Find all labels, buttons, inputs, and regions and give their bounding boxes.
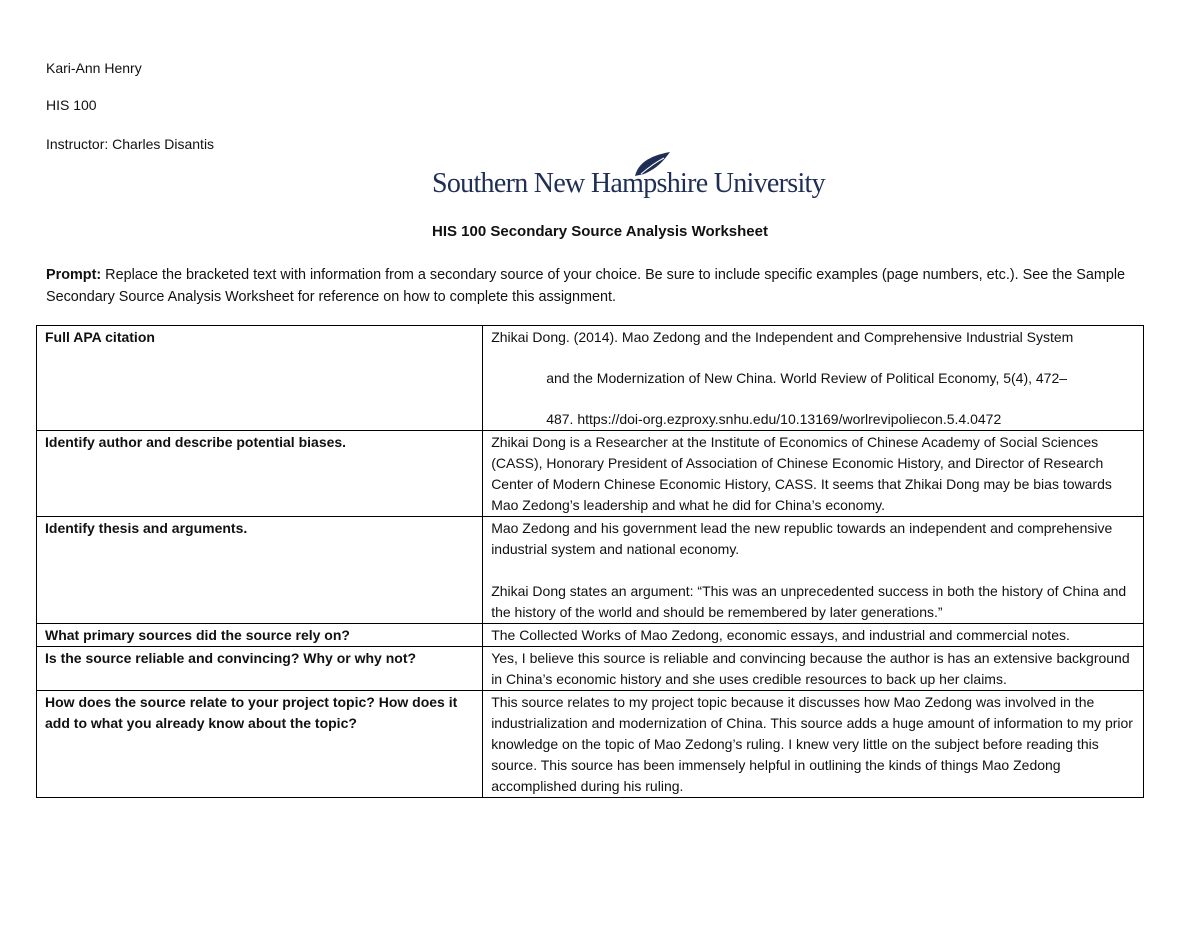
prompt-text: Replace the bracketed text with information from a secondary source of your choice. Be sure to include specific examples (page numbers, etc.). See the Sample Secondary Source Analysis Worksheet for reference on how to complete this assignment. [46,267,1126,305]
row-label: What primary sources did the source rely on? [37,624,483,647]
table-row [37,647,1144,691]
instructor-name: Instructor: Charles Disantis [46,136,215,152]
course-code: HIS 100 [46,97,97,113]
prompt-paragraph [46,264,1156,308]
row-value: Zhikai Dong is a Researcher at the Institute of Economics of Chinese Academy of Social Sciences (CASS), Honorary President of Association of Chinese Economic History, and Director of Research Center of Modern Chinese Economic History, CASS. It seems that Zhikai Dong may be bias towards Mao Zedong’s leadership and what he did for China’s economy. [483,431,1144,517]
row-label: Is the source reliable and convincing? Why or why not? [37,647,483,691]
row-value: The Collected Works of Mao Zedong, economic essays, and industrial and commercial notes. [483,624,1144,647]
row-value [483,517,1144,624]
row-value: This source relates to my project topic because it discusses how Mao Zedong was involved in the industrialization and modernization of China. This source adds a huge amount of information to my prior knowledge on the topic of Mao Zedong’s ruling. I knew very little on the subject before reading this source. This source has been immensely helpful in outlining the kinds of things Mao Zedong accomplished during his ruling. [483,691,1144,798]
analysis-table [36,325,1144,798]
university-wordmark: Southern New Hampshire University [432,168,825,199]
citation-line: 487. https://doi-org.ezproxy.snhu.edu/10.13169/worlrevipoliecon.5.4.0472 [546,411,1002,427]
row-label: How does the source relate to your project topic? How does it add to what you already know about the topic? [37,691,483,798]
argument-text: Zhikai Dong states an argument: “This was an unprecedented success in both the history of China and the history of the world and should be remembered by later generations.” [491,583,1127,620]
citation-line: Zhikai Dong. (2014). Mao Zedong and the Independent and Comprehensive Industrial System [491,329,1074,345]
citation-cell [483,326,1144,431]
citation-line: and the Modernization of New China. World Review of Political Economy, 5(4), 472– [546,370,1068,386]
row-label: Full APA citation [37,326,483,431]
university-logo [432,150,825,206]
table-row [37,517,1144,624]
student-name: Kari-Ann Henry [46,60,142,76]
prompt-label: Prompt: [46,267,102,283]
row-label: Identify author and describe potential biases. [37,431,483,517]
worksheet-title: HIS 100 Secondary Source Analysis Worksheet [432,223,768,240]
thesis-text: Mao Zedong and his government lead the new republic towards an independent and comprehensive industrial system and national economy. [491,520,1113,557]
table-row [37,326,1144,431]
table-row [37,691,1144,798]
row-label: Identify thesis and arguments. [37,517,483,624]
table-row [37,624,1144,647]
table-row [37,431,1144,517]
row-value: Yes, I believe this source is reliable and convincing because the author is has an extensive background in China’s economic history and she uses credible resources to back up her claims. [483,647,1144,691]
